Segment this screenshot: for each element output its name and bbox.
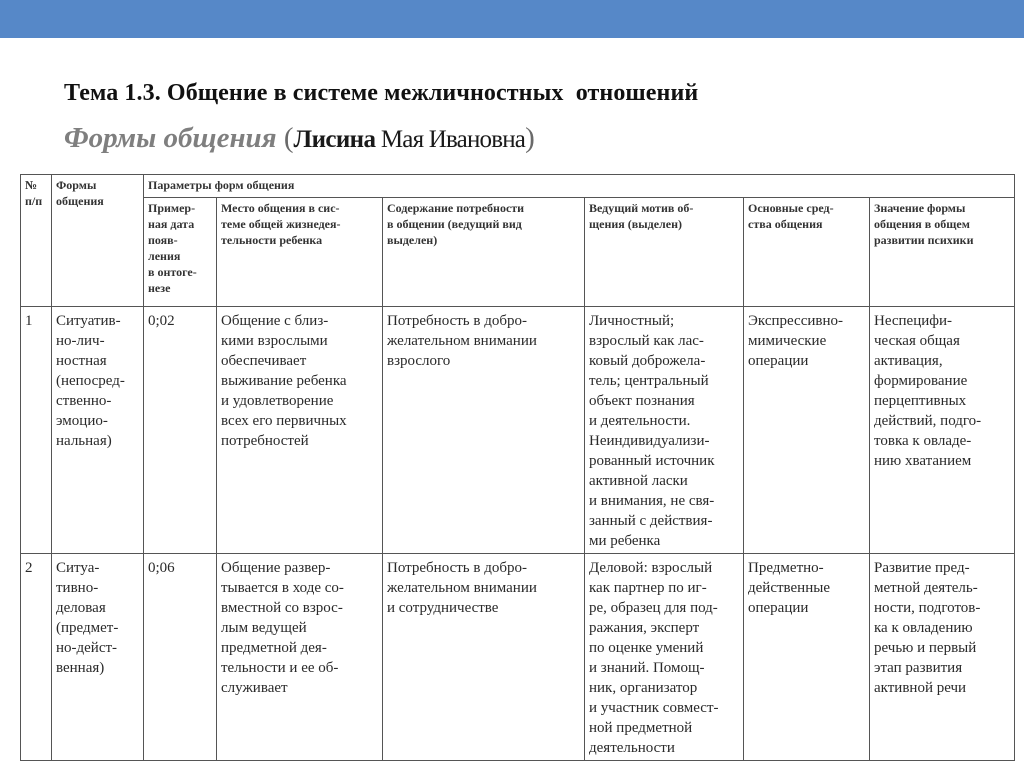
subtitle-close-paren: ): [525, 122, 535, 154]
header-significance: Значение формы общения в общем развитии психики: [870, 198, 1015, 307]
cell-num: 1: [21, 307, 52, 554]
table-row: [21, 307, 1015, 554]
subtitle: [64, 122, 535, 155]
subtitle-author-last-name: Лисина: [293, 126, 376, 153]
cell-means: Экспрессивно- мимические операции: [744, 307, 870, 554]
cell-date: 0;06: [144, 554, 217, 761]
cell-date: 0;02: [144, 307, 217, 554]
header-params-group: Параметры форм общения: [144, 175, 1015, 198]
cell-motive: Деловой: взрослый как партнер по иг- ре, образец для под- ражания, эксперт по оценке умений и знаний. Помощ- ник, организатор и участник совмест- ной предметной деятельности: [585, 554, 744, 761]
top-accent-divider: [0, 38, 1024, 41]
cell-place: Общение развер- тывается в ходе со- вместной со взрос- лым ведущей предметной дея- тельности и ее об- служивает: [217, 554, 383, 761]
cell-means: Предметно- действенные операции: [744, 554, 870, 761]
cell-significance: Неспецифи- ческая общая активация, формирование перцептивных действий, подго- товка к овладе- нию хватанием: [870, 307, 1015, 554]
header-date: Пример- ная дата появ- ления в онтоге- незе: [144, 198, 217, 307]
table-header-row: [21, 175, 1015, 198]
cell-significance: Развитие пред- метной деятель- ности, подготов- ка к овладению речью и первый этап развития активной речи: [870, 554, 1015, 761]
header-forms: Формы общения: [52, 175, 144, 307]
cell-need: Потребность в добро- желательном внимании взрослого: [383, 307, 585, 554]
table-row: [21, 554, 1015, 761]
cell-motive: Личностный; взрослый как лас- ковый доброжела- тель; центральный объект познания и деятельности. Неиндивидуализи- рованный источник активной ласки и внимания, не свя- занный с действия- ми ребенка: [585, 307, 744, 554]
subtitle-open-paren: (: [276, 122, 294, 154]
top-accent-bar: [0, 0, 1024, 38]
header-means: Основные сред- ства общения: [744, 198, 870, 307]
header-need: Содержание потребности в общении (ведущий вид выделен): [383, 198, 585, 307]
header-num: № п/п: [21, 175, 52, 307]
page-title: Тема 1.3. Общение в системе межличностных отношений: [64, 80, 699, 106]
cell-form: Ситуатив- но-лич- ностная (непосред- ственно- эмоцио- нальная): [52, 307, 144, 554]
subtitle-emphasis: Формы общения: [64, 122, 277, 154]
table-subheader-row: [21, 198, 1015, 307]
cell-need: Потребность в добро- желательном внимании и сотрудничестве: [383, 554, 585, 761]
cell-num: 2: [21, 554, 52, 761]
cell-form: Ситуа- тивно- деловая (предмет- но-дейст- венная): [52, 554, 144, 761]
header-motive: Ведущий мотив об- щения (выделен): [585, 198, 744, 307]
communication-forms-table: [20, 174, 1015, 761]
cell-place: Общение с близ- кими взрослыми обеспечивает выживание ребенка и удовлетворение всех его первичных потребностей: [217, 307, 383, 554]
subtitle-author-name: Мая Ивановна: [375, 126, 526, 153]
header-place: Место общения в сис- теме общей жизнедея- тельности ребенка: [217, 198, 383, 307]
